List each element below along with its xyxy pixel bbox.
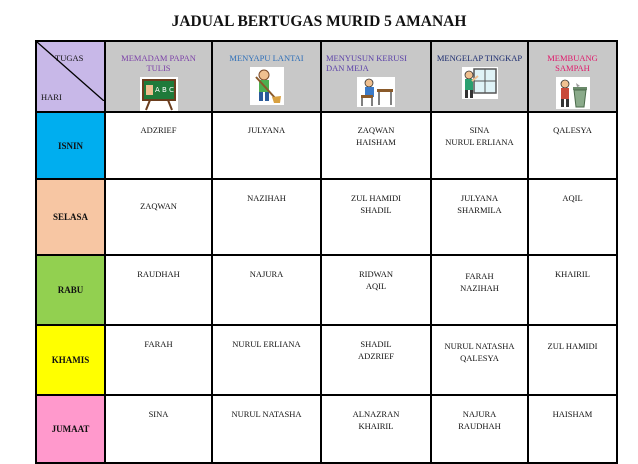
- duty-cell: [321, 395, 431, 463]
- duty-cell: [528, 395, 617, 463]
- student-name: ADZRIEF: [140, 125, 177, 135]
- duty-cell: [528, 325, 617, 395]
- day-label: JUMAAT: [36, 395, 105, 463]
- student-name: KHAIRIL: [358, 421, 394, 431]
- duty-cell: [431, 179, 528, 255]
- student-name: RAUDHAH: [458, 421, 501, 431]
- student-name: NAJURA: [462, 409, 497, 419]
- student-name: NAJURA: [249, 269, 284, 279]
- student-name: ADZRIEF: [358, 351, 394, 361]
- student-name: HAISHAM: [356, 137, 396, 147]
- day-row-isnin: [36, 112, 617, 179]
- student-name: RIDWAN: [359, 269, 393, 279]
- student-name: JULYANA: [247, 125, 286, 135]
- corner-label-tugas: TUGAS: [55, 53, 84, 63]
- task-label: MENYAPU LANTAI: [229, 53, 304, 63]
- day-row-jumaat: [36, 395, 617, 463]
- student-name: QALESYA: [553, 125, 592, 135]
- student-name: ALNAZRAN: [352, 409, 400, 419]
- task-label: MEMADAM PAPAN TULIS: [121, 53, 196, 73]
- student-name: NURUL NATASHA: [444, 341, 515, 351]
- task-header-membuang: [528, 41, 617, 112]
- student-name: QALESYA: [460, 353, 499, 363]
- duty-cell: [212, 395, 321, 463]
- task-label: MEMBUANG SAMPAH: [547, 53, 598, 73]
- student-name: ZAQWAN: [140, 201, 177, 211]
- duty-cell: [431, 112, 528, 179]
- student-name: NURUL NATASHA: [231, 409, 302, 419]
- day-row-khamis: [36, 325, 617, 395]
- student-name: ZUL HAMIDI: [351, 193, 401, 203]
- corner-cell: [36, 41, 105, 112]
- day-label: ISNIN: [36, 112, 105, 179]
- day-row-rabu: [36, 255, 617, 325]
- duty-cell: [212, 112, 321, 179]
- desk-icon: [357, 77, 395, 107]
- duty-cell: [321, 179, 431, 255]
- sweeping-icon: [250, 67, 284, 105]
- student-name: NURUL ERLIANA: [232, 339, 301, 349]
- task-label: MENGELAP TINGKAP: [436, 53, 523, 63]
- duty-cell: [431, 395, 528, 463]
- duty-cell: [212, 255, 321, 325]
- svg-text:A B C: A B C: [154, 86, 174, 94]
- duty-cell: [105, 325, 212, 395]
- task-header-mengelap: [431, 41, 528, 112]
- duty-cell: [212, 325, 321, 395]
- header-row: [36, 41, 617, 112]
- student-name: FARAH: [465, 271, 494, 281]
- duty-cell: [212, 179, 321, 255]
- student-name: ZAQWAN: [357, 125, 395, 135]
- duty-cell: [431, 255, 528, 325]
- duty-cell: [321, 112, 431, 179]
- day-label: SELASA: [36, 179, 105, 255]
- student-name: SHADIL: [360, 339, 392, 349]
- student-name: FARAH: [144, 339, 173, 349]
- day-row-selasa: [36, 179, 617, 255]
- student-name: NURUL ERLIANA: [445, 137, 514, 147]
- page-title: JADUAL BERTUGAS MURID 5 AMANAH: [171, 13, 467, 30]
- student-name: SHARMILA: [457, 205, 502, 215]
- student-name: AQIL: [562, 193, 583, 203]
- student-name: JULYANA: [460, 193, 499, 203]
- student-name: RAUDHAH: [137, 269, 180, 279]
- student-name: NAZIHAH: [247, 193, 286, 203]
- window-wiping-icon: [462, 67, 498, 99]
- duty-cell: [431, 325, 528, 395]
- trash-bin-icon: [556, 77, 590, 109]
- task-header-memadam: [105, 41, 212, 112]
- duty-roster-table: [35, 40, 618, 464]
- chalkboard-icon: [140, 77, 178, 111]
- duty-cell: [321, 325, 431, 395]
- student-name: AQIL: [365, 281, 387, 291]
- student-name: NAZIHAH: [460, 283, 499, 293]
- task-label: MENYUSUN KERUSI DAN MEJA: [326, 53, 407, 73]
- task-header-menyusun: [321, 41, 431, 112]
- corner-label-hari: HARI: [41, 92, 62, 102]
- duty-cell: [528, 255, 617, 325]
- student-name: SHADIL: [360, 205, 392, 215]
- task-header-menyapu: [212, 41, 321, 112]
- student-name: SINA: [148, 409, 169, 419]
- duty-cell: [528, 112, 617, 179]
- day-label: KHAMIS: [36, 325, 105, 395]
- duty-cell: [105, 112, 212, 179]
- student-name: ZUL HAMIDI: [547, 341, 598, 351]
- duty-cell: [105, 179, 212, 255]
- duty-cell: [105, 395, 212, 463]
- duty-cell: [528, 179, 617, 255]
- day-label: RABU: [36, 255, 105, 325]
- student-name: KHAIRIL: [555, 269, 590, 279]
- student-name: HAISHAM: [552, 409, 593, 419]
- duty-cell: [105, 255, 212, 325]
- duty-cell: [321, 255, 431, 325]
- student-name: SINA: [469, 125, 490, 135]
